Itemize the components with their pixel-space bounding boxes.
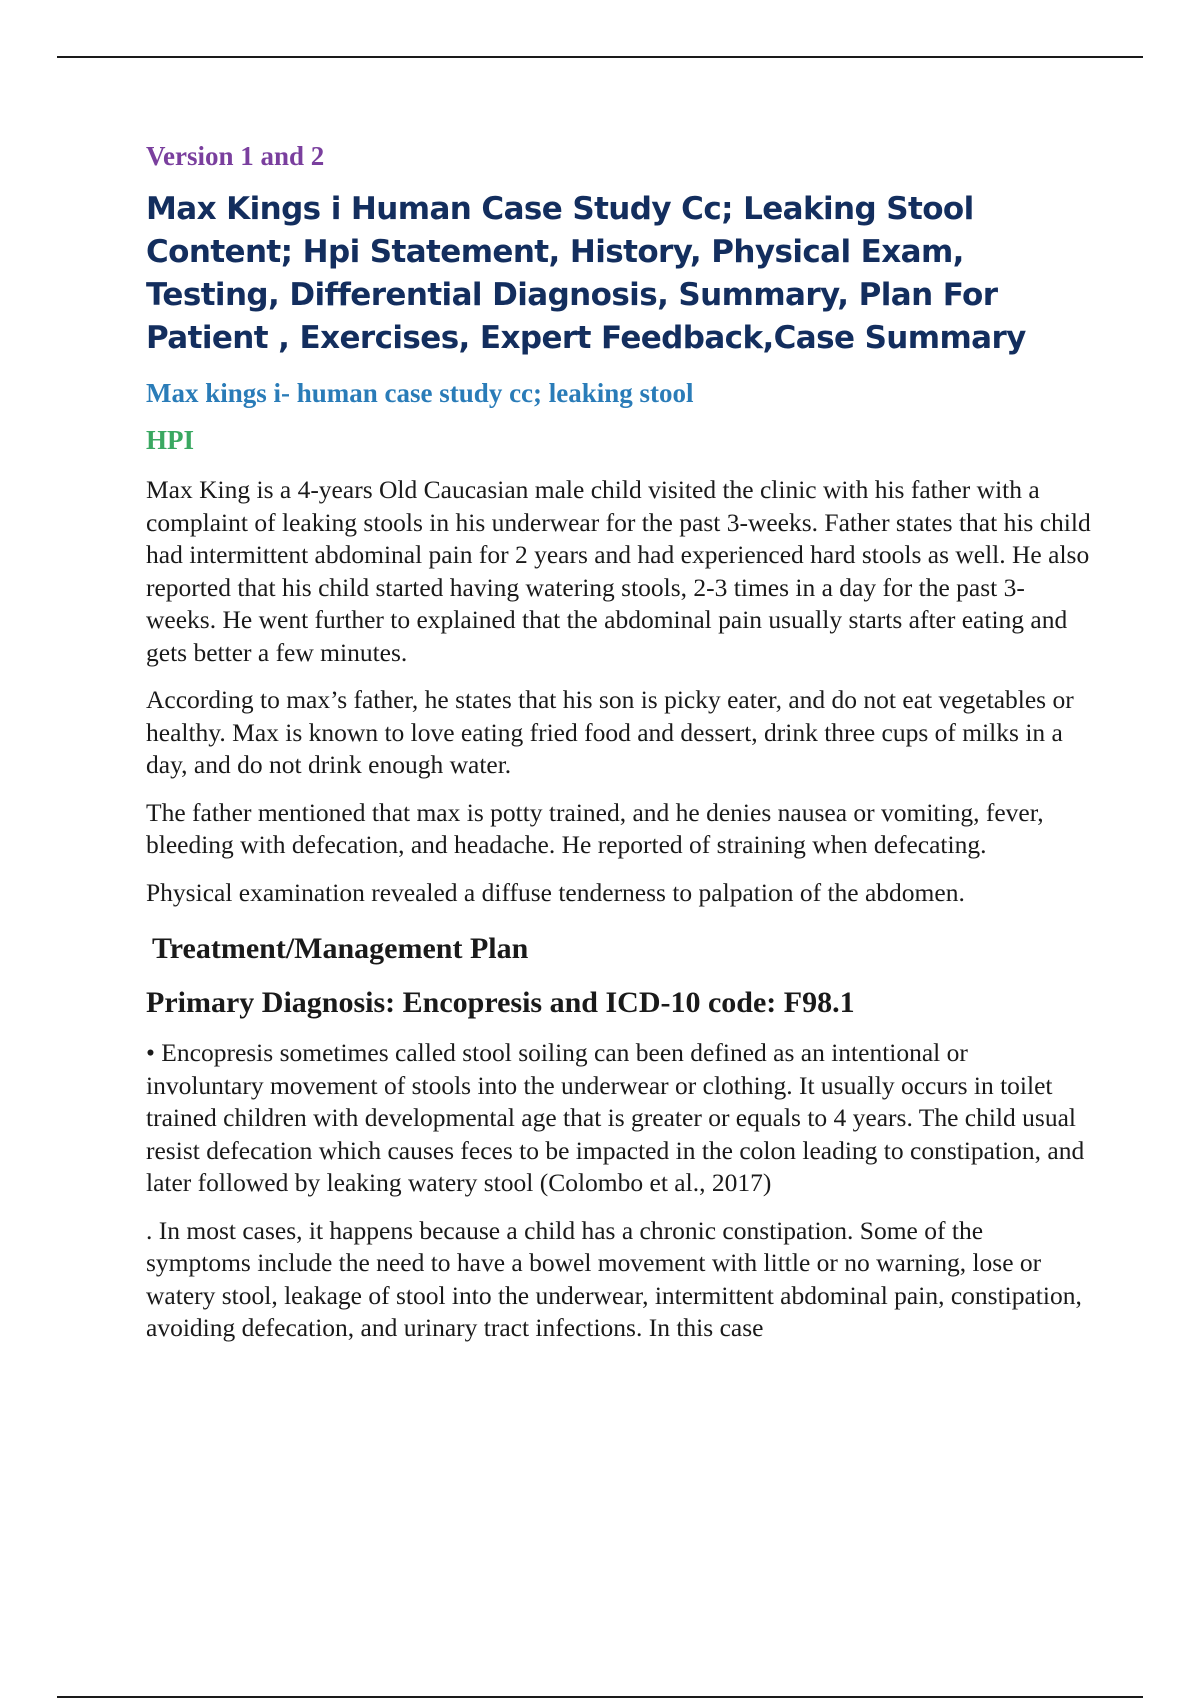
hpi-paragraph: Physical examination revealed a diffuse tenderness to palpation of the abdomen. bbox=[146, 877, 965, 907]
hpi-heading: HPI bbox=[146, 424, 195, 455]
document-body bbox=[146, 140, 1091, 1360]
treatment-heading: Treatment/Management Plan bbox=[152, 932, 529, 966]
top-rule bbox=[57, 56, 1143, 58]
hpi-paragraph: Max King is a 4-years Old Caucasian male child visited the clinic with his father with a complaint of leaking stools in his underwear for the past 3-weeks. Father states that his child had intermittent abdominal pain for 2 years and had experienced hard stools as well. He also reported that his child started having watering stools, 2-3 times in a day for the past 3-weeks. He went further to explained that the abdominal pain usually starts after eating and gets better a few minutes. bbox=[146, 475, 1091, 667]
hpi-paragraph: The father mentioned that max is potty trained, and he denies nausea or vomiting, fever, bleeding with defecation, and headache. He reported of straining when defecating. bbox=[146, 797, 1044, 860]
bottom-rule bbox=[57, 1696, 1143, 1698]
diagnosis-heading: Primary Diagnosis: Encopresis and ICD-10 code: F98.1 bbox=[146, 986, 855, 1020]
document-subtitle: Max kings i- human case study cc; leaking stool bbox=[146, 378, 694, 409]
version-label: Version 1 and 2 bbox=[146, 141, 325, 171]
diagnosis-paragraph: . In most cases, it happens because a child has a chronic constipation. Some of the symptoms include the need to have a bowel movement with little or no warning, lose or watery stool, leakage of stool into the underwear, intermittent abdominal pain, constipation, avoiding defecation, and urinary tract infections. In this case bbox=[146, 1215, 1082, 1343]
document-title: Max Kings i Human Case Study Cc; Leaking Stool Content; Hpi Statement, History, Physical Exam, Testing, Differential Diagnosis, Summary, Plan For Patient , Exercises, Expert Feedback,Case Summary bbox=[146, 191, 1026, 356]
hpi-paragraph: According to max’s father, he states that his son is picky eater, and do not eat vegetables or healthy. Max is known to love eating fried food and dessert, drink three cups of milks in a day, and do not drink enough water. bbox=[146, 685, 1074, 780]
diagnosis-paragraph: • Encopresis sometimes called stool soiling can been defined as an intentional or involuntary movement of stools into the underwear or clothing. It usually occurs in toilet trained children with developmental age that is greater or equals to 4 years. The child usual resist defecation which causes feces to be impacted in the colon leading to constipation, and later followed by leaking watery stool (Colombo et al., 2017) bbox=[146, 1038, 1085, 1198]
